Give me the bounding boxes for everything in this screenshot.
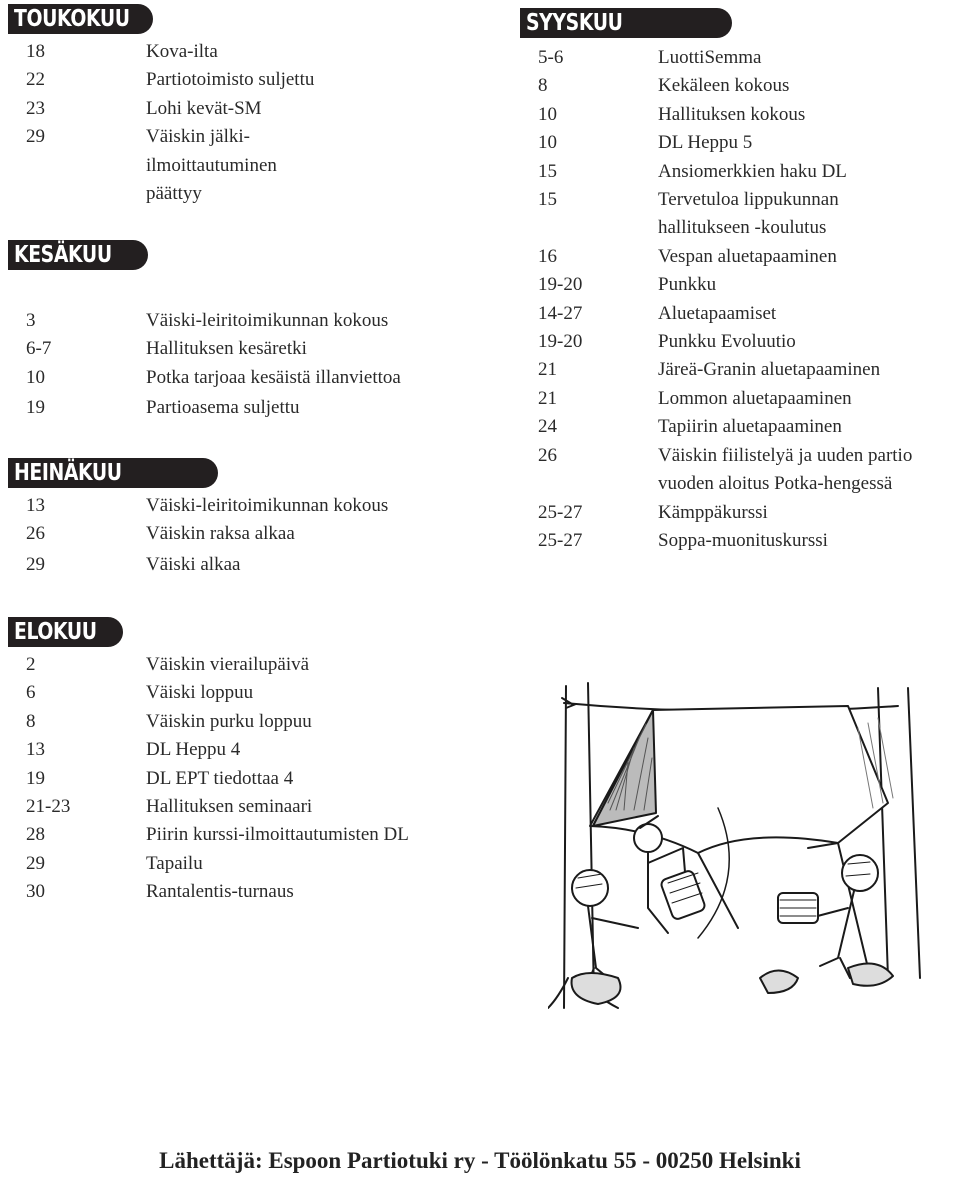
- month-section-syyskuu: [520, 8, 960, 555]
- list-item: 19-20 Punkku: [538, 274, 717, 296]
- list-item: 10 Potka tarjoaa kesäistä illanviettoa: [26, 366, 401, 388]
- month-heading: TOUKOKUU: [8, 4, 153, 34]
- month-heading: SYYSKUU: [520, 8, 732, 38]
- list-item: 29 Väiskin jälki-ilmoittautuminen päättyy: [26, 126, 277, 205]
- list-item: 24 Tapiirin aluetapaaminen: [538, 416, 842, 438]
- list-item: 10 Hallituksen kokous: [538, 103, 806, 125]
- sender-footer: Lähettäjä: Espoon Partiotuki ry - Töölönkatu 55 - 00250 Helsinki: [159, 1148, 801, 1173]
- scouts-building-shelter-illustration: [548, 678, 948, 1018]
- list-item: 13 DL Heppu 4: [26, 739, 241, 761]
- list-item: 25-27 Soppa-muonituskurssi: [538, 529, 828, 551]
- list-item: 21 Järeä-Granin aluetapaaminen: [538, 359, 881, 381]
- list-item: 5-6 LuottiSemma: [538, 47, 762, 68]
- list-item: 16 Vespan aluetapaaminen: [538, 245, 837, 267]
- list-item: 26 Väiskin fiilistelyä ja uuden partio vuoden aloitus Potka-hengessä: [538, 444, 913, 495]
- list-item: 25-27 Kämppäkurssi: [538, 501, 768, 523]
- list-item: 30 Rantalentis-turnaus: [26, 881, 294, 903]
- list-item: 19 DL EPT tiedottaa 4: [26, 767, 294, 789]
- list-item: 28 Piirin kurssi-ilmoittautumisten DL: [26, 824, 409, 846]
- list-item: 26 Väiskin raksa alkaa: [26, 523, 295, 545]
- list-item: 14-27 Aluetapaamiset: [538, 302, 777, 324]
- list-item: 2 Väiskin vierailupäivä: [26, 654, 310, 675]
- month-heading: HEINÄKUU: [8, 458, 218, 488]
- list-item: 19-20 Punkku Evoluutio: [538, 331, 796, 353]
- list-item: 15 Tervetuloa lippukunnan hallitukseen -koulutus: [538, 189, 839, 239]
- list-item: 22 Partiotoimisto suljettu: [26, 69, 315, 91]
- list-item: 6 Väiski loppuu: [26, 682, 254, 704]
- list-item: 8 Väiskin purku loppuu: [26, 710, 312, 732]
- list-item: 6-7 Hallituksen kesäretki: [26, 338, 307, 360]
- month-section-elokuu: [8, 617, 428, 907]
- list-item: 29 Väiski alkaa: [26, 553, 241, 575]
- list-item: 19 Partioasema suljettu: [26, 397, 300, 419]
- list-item: 8 Kekäleen kokous: [538, 75, 790, 97]
- month-heading: KESÄKUU: [8, 240, 148, 270]
- month-section-toukokuu: [8, 4, 428, 208]
- list-item: 13 Väiski-leiritoimikunnan kokous: [26, 495, 389, 516]
- month-section-heinakuu: [8, 458, 428, 579]
- list-item: 18 Kova-ilta: [26, 41, 218, 62]
- month-section-kesakuu: [8, 240, 428, 423]
- list-item: 21-23 Hallituksen seminaari: [26, 796, 313, 818]
- list-item: 3 Väiski-leiritoimikunnan kokous: [26, 310, 389, 331]
- month-heading: ELOKUU: [8, 617, 123, 647]
- list-item: 15 Ansiomerkkien haku DL: [538, 160, 847, 182]
- list-item: 21 Lommon aluetapaaminen: [538, 387, 852, 409]
- list-item: 23 Lohi kevät-SM: [26, 97, 262, 119]
- list-item: 10 DL Heppu 5: [538, 132, 753, 154]
- list-item: 29 Tapailu: [26, 852, 203, 874]
